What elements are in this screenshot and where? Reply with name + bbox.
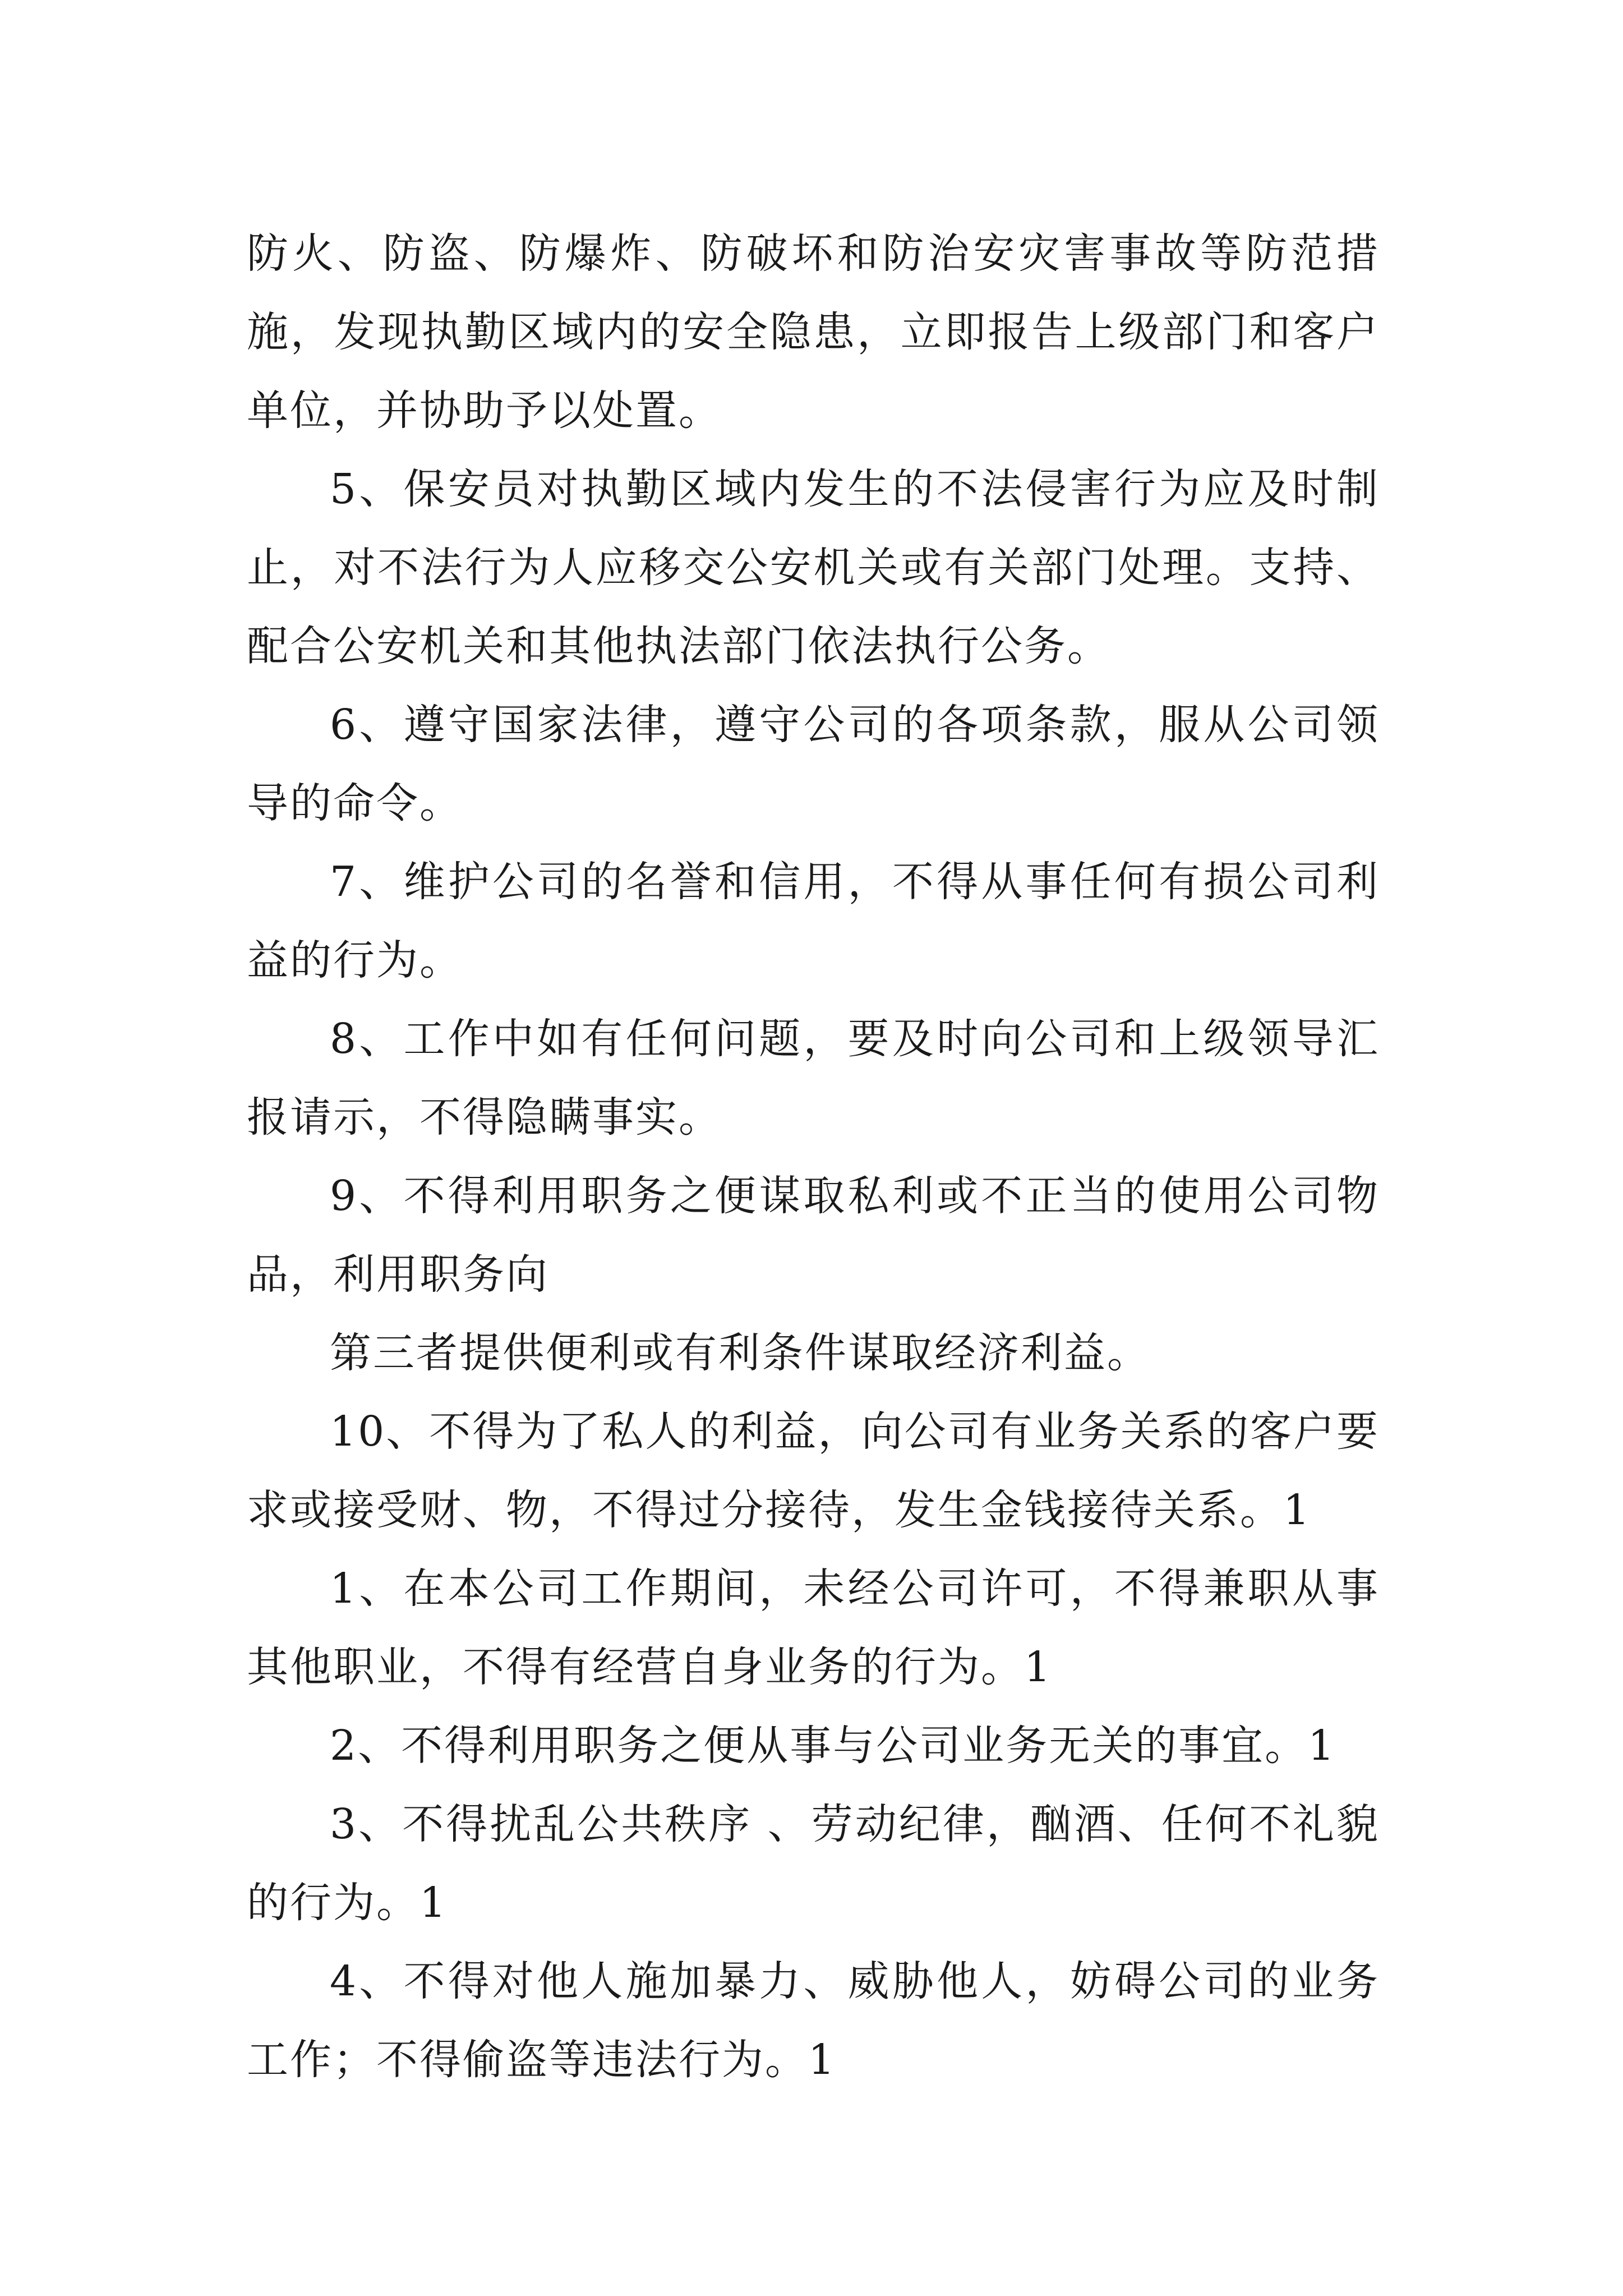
paragraph-item-13: 3、不得扰乱公共秩序 、劳动纪律，酗酒、任何不礼貌的行为。1 [247,1800,1380,1927]
paragraph-item-12: 2、不得利用职务之便从事与公司业务无关的事宜。1 [330,1722,1336,1770]
paragraph-item-10: 10、不得为了私人的利益，向公司有业务关系的客户要求或接受财、物，不得过分接待，发生金钱接待关系。1 [247,1407,1380,1534]
document-body [247,214,1380,2099]
paragraph-item-8: 8、工作中如有任何问题，要及时向公司和上级领导汇报请示，不得隐瞒事实。 [247,1015,1380,1142]
paragraph-continuation: 防火、防盗、防爆炸、防破坏和防治安灾害事故等防范措施，发现执勤区域内的安全隐患，立即报告上级部门和客户单位，并协助予以处置。 [247,229,1380,435]
paragraph-item-9-continued: 第三者提供便利或有利条件谋取经济利益。 [330,1329,1150,1377]
paragraph-item-11: 1、在本公司工作期间，未经公司许可，不得兼职从事其他职业，不得有经营自身业务的行为。1 [247,1565,1380,1691]
paragraph-item-7: 7、维护公司的名誉和信用，不得从事任何有损公司利益的行为。 [247,858,1380,984]
paragraph-item-5: 5、保安员对执勤区域内发生的不法侵害行为应及时制止，对不法行为人应移交公安机关或有关部门处理。支持、配合公安机关和其他执法部门依法执行公务。 [247,465,1380,670]
paragraph-item-14: 4、不得对他人施加暴力、威胁他人，妨碍公司的业务工作；不得偷盗等违法行为。1 [247,1957,1380,2084]
paragraph-item-9: 9、不得利用职务之便谋取私利或不正当的使用公司物品，利用职务向 [247,1172,1380,1299]
paragraph-item-6: 6、遵守国家法律，遵守公司的各项条款，服从公司领导的命令。 [247,701,1380,827]
